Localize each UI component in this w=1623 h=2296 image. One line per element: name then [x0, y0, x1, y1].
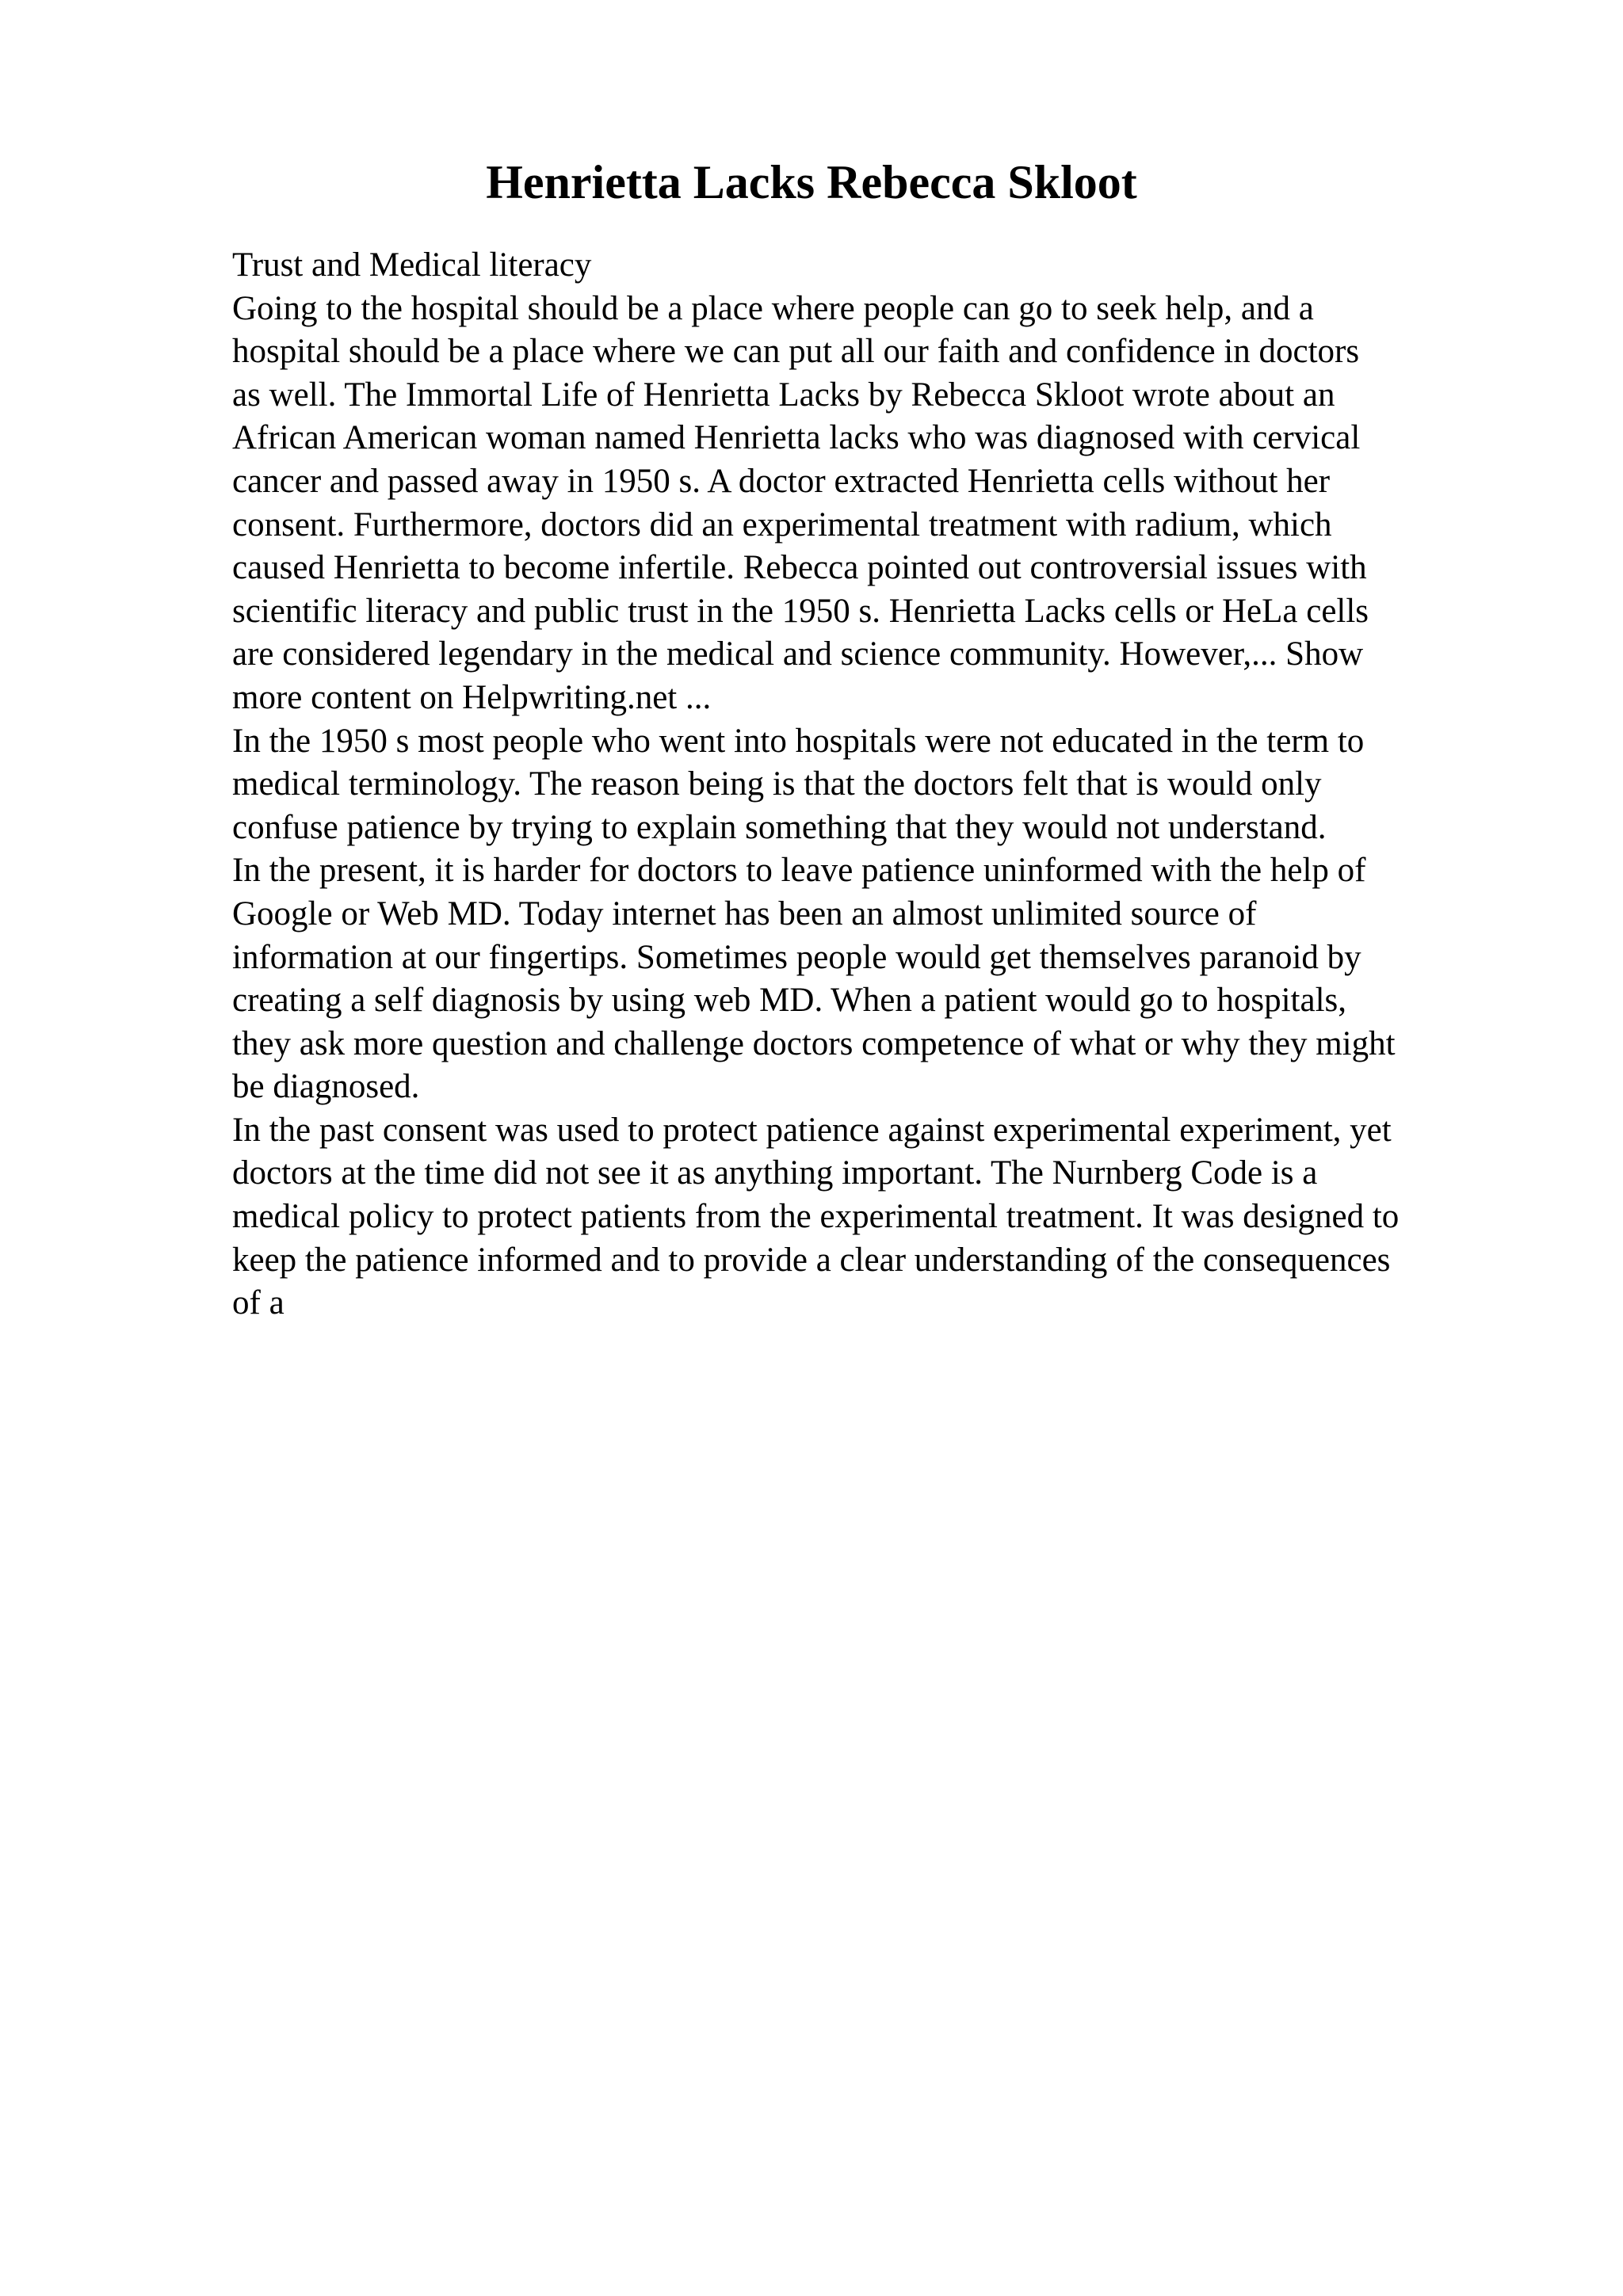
- body-line: medical terminology. The reason being is that the doctors felt that is would only: [232, 765, 1322, 803]
- body-line: In the 1950 s most people who went into hospitals were not educated in the term to: [232, 722, 1365, 760]
- body-line: hospital should be a place where we can put all our faith and confidence in doctors: [232, 333, 1360, 371]
- body-line: consent. Furthermore, doctors did an experimental treatment with radium, which: [232, 505, 1332, 543]
- body-line: Google or Web MD. Today internet has been an almost unlimited source of: [232, 894, 1257, 933]
- body-line: confuse patience by trying to explain something that they would not understand.: [232, 808, 1327, 846]
- body-line: cancer and passed away in 1950 s. A doctor extracted Henrietta cells without her: [232, 462, 1331, 500]
- body-line: of a: [232, 1284, 285, 1322]
- body-line: Trust and Medical literacy: [232, 246, 592, 284]
- body-line: information at our fingertips. Sometimes people would get themselves paranoid by: [232, 938, 1361, 976]
- body-line: creating a self diagnosis by using web MD. When a patient would go to hospitals,: [232, 982, 1347, 1020]
- body-line: In the past consent was used to protect patience against experimental experiment, yet: [232, 1111, 1392, 1149]
- body-line: they ask more question and challenge doctors competence of what or why they might: [232, 1024, 1396, 1062]
- body-line: doctors at the time did not see it as anything important. The Nurnberg Code is a: [232, 1154, 1318, 1192]
- document-body: [232, 244, 1516, 1325]
- body-line: are considered legendary in the medical and science community. However,... Show: [232, 635, 1364, 673]
- body-line: scientific literacy and public trust in the 1950 s. Henrietta Lacks cells or HeLa cells: [232, 592, 1369, 630]
- body-line: caused Henrietta to become infertile. Rebecca pointed out controversial issues with: [232, 549, 1367, 587]
- body-line: as well. The Immortal Life of Henrietta Lacks by Rebecca Skloot wrote about an: [232, 376, 1335, 414]
- body-line: In the present, it is harder for doctors to leave patience uninformed with the help of: [232, 852, 1366, 890]
- body-line: Going to the hospital should be a place where people can go to seek help, and a: [232, 289, 1314, 327]
- document-title: Henrietta Lacks Rebecca Skloot: [486, 156, 1137, 208]
- body-line: keep the patience informed and to provide a clear understanding of the consequences: [232, 1241, 1391, 1279]
- body-line: more content on Helpwriting.net ...: [232, 678, 712, 716]
- body-line: be diagnosed.: [232, 1068, 420, 1106]
- body-line: African American woman named Henrietta lacks who was diagnosed with cervical: [232, 419, 1361, 457]
- body-line: medical policy to protect patients from the experimental treatment. It was designed to: [232, 1198, 1400, 1236]
